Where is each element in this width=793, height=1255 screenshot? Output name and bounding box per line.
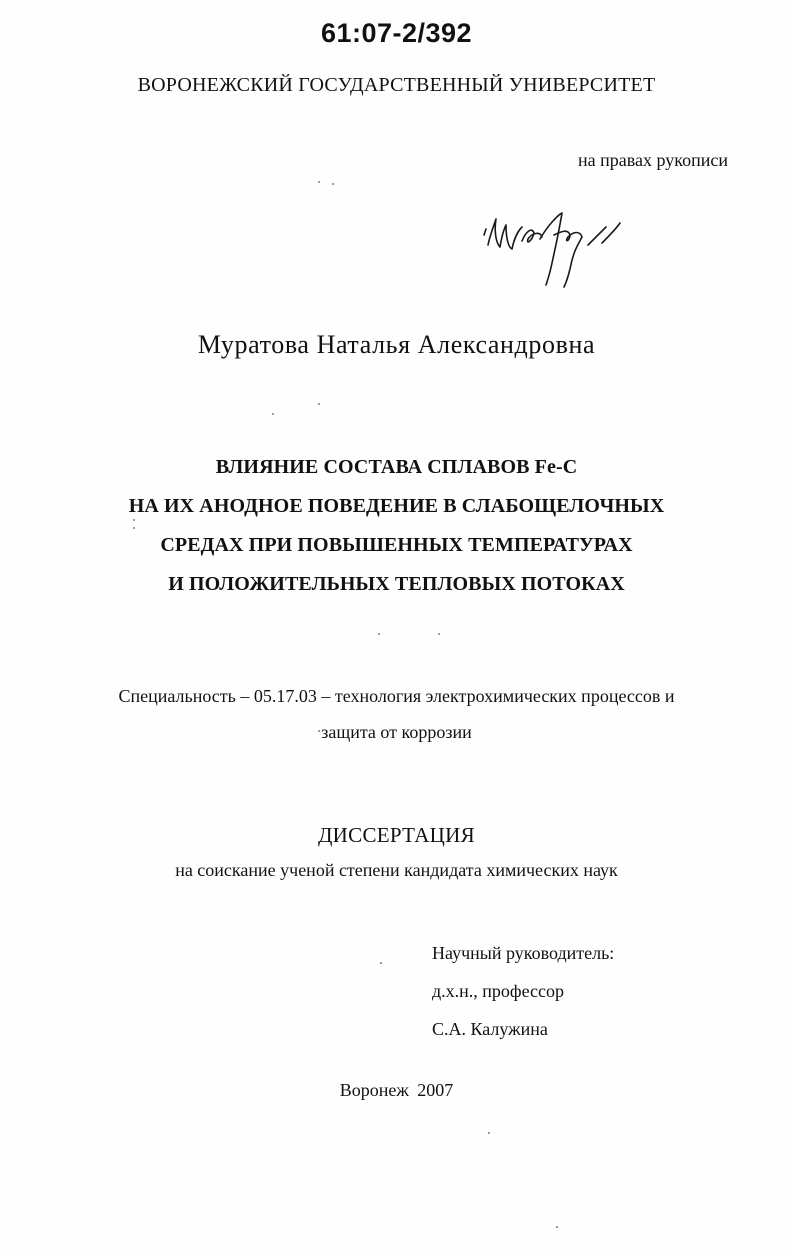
signature-stroke xyxy=(554,231,582,287)
title-line: И ПОЛОЖИТЕЛЬНЫХ ТЕПЛОВЫХ ПОТОКАХ xyxy=(168,573,625,595)
scan-speck xyxy=(332,183,334,185)
scan-speck xyxy=(378,633,380,635)
university-name: ВОРОНЕЖСКИЙ ГОСУДАРСТВЕННЫЙ УНИВЕРСИТЕТ xyxy=(137,74,656,96)
specialty-line: защита от коррозии xyxy=(321,722,472,742)
scan-speck xyxy=(488,1132,490,1134)
supervisor-label: Научный руководитель: xyxy=(432,943,615,963)
specialty xyxy=(0,678,793,750)
dissertation-label: ДИССЕРТАЦИЯ xyxy=(318,823,475,847)
dissertation-title xyxy=(0,448,793,604)
degree-line: на соискание ученой степени кандидата химических наук xyxy=(175,860,618,880)
archive-code: 61:07-2/392 xyxy=(320,18,473,48)
handwritten-signature xyxy=(470,205,630,295)
title-line: НА ИХ АНОДНОЕ ПОВЕДЕНИЕ В СЛАБОЩЕЛОЧНЫХ xyxy=(128,495,665,517)
supervisor-block xyxy=(432,934,614,1048)
supervisor-name: С.А. Калужина xyxy=(432,1019,548,1039)
manuscript-rights-note: на правах рукописи xyxy=(578,150,728,170)
signature-stroke xyxy=(602,223,620,243)
scan-speck xyxy=(318,730,320,732)
specialty-line: Специальность – 05.17.03 – технология электрохимических процессов и xyxy=(118,686,675,706)
title-line: СРЕДАХ ПРИ ПОВЫШЕННЫХ ТЕМПЕРАТУРАХ xyxy=(160,534,633,556)
scan-speck xyxy=(380,962,382,964)
supervisor-degree: д.х.н., профессор xyxy=(432,981,565,1001)
scan-speck xyxy=(318,181,320,183)
signature-stroke xyxy=(488,219,522,249)
scan-speck xyxy=(272,413,274,415)
signature-stroke xyxy=(522,230,542,242)
signature-stroke xyxy=(484,229,486,235)
scan-speck xyxy=(438,633,440,635)
city-year: Воронеж 2007 xyxy=(339,1080,454,1100)
title-line: ВЛИЯНИЕ СОСТАВА СПЛАВОВ Fe-C xyxy=(215,456,578,478)
scan-speck xyxy=(133,519,135,521)
scan-speck xyxy=(133,527,135,529)
signature-stroke xyxy=(540,213,562,285)
author-name: Муратова Наталья Александровна xyxy=(197,330,596,359)
scan-speck xyxy=(556,1226,558,1228)
scan-speck xyxy=(318,403,320,405)
